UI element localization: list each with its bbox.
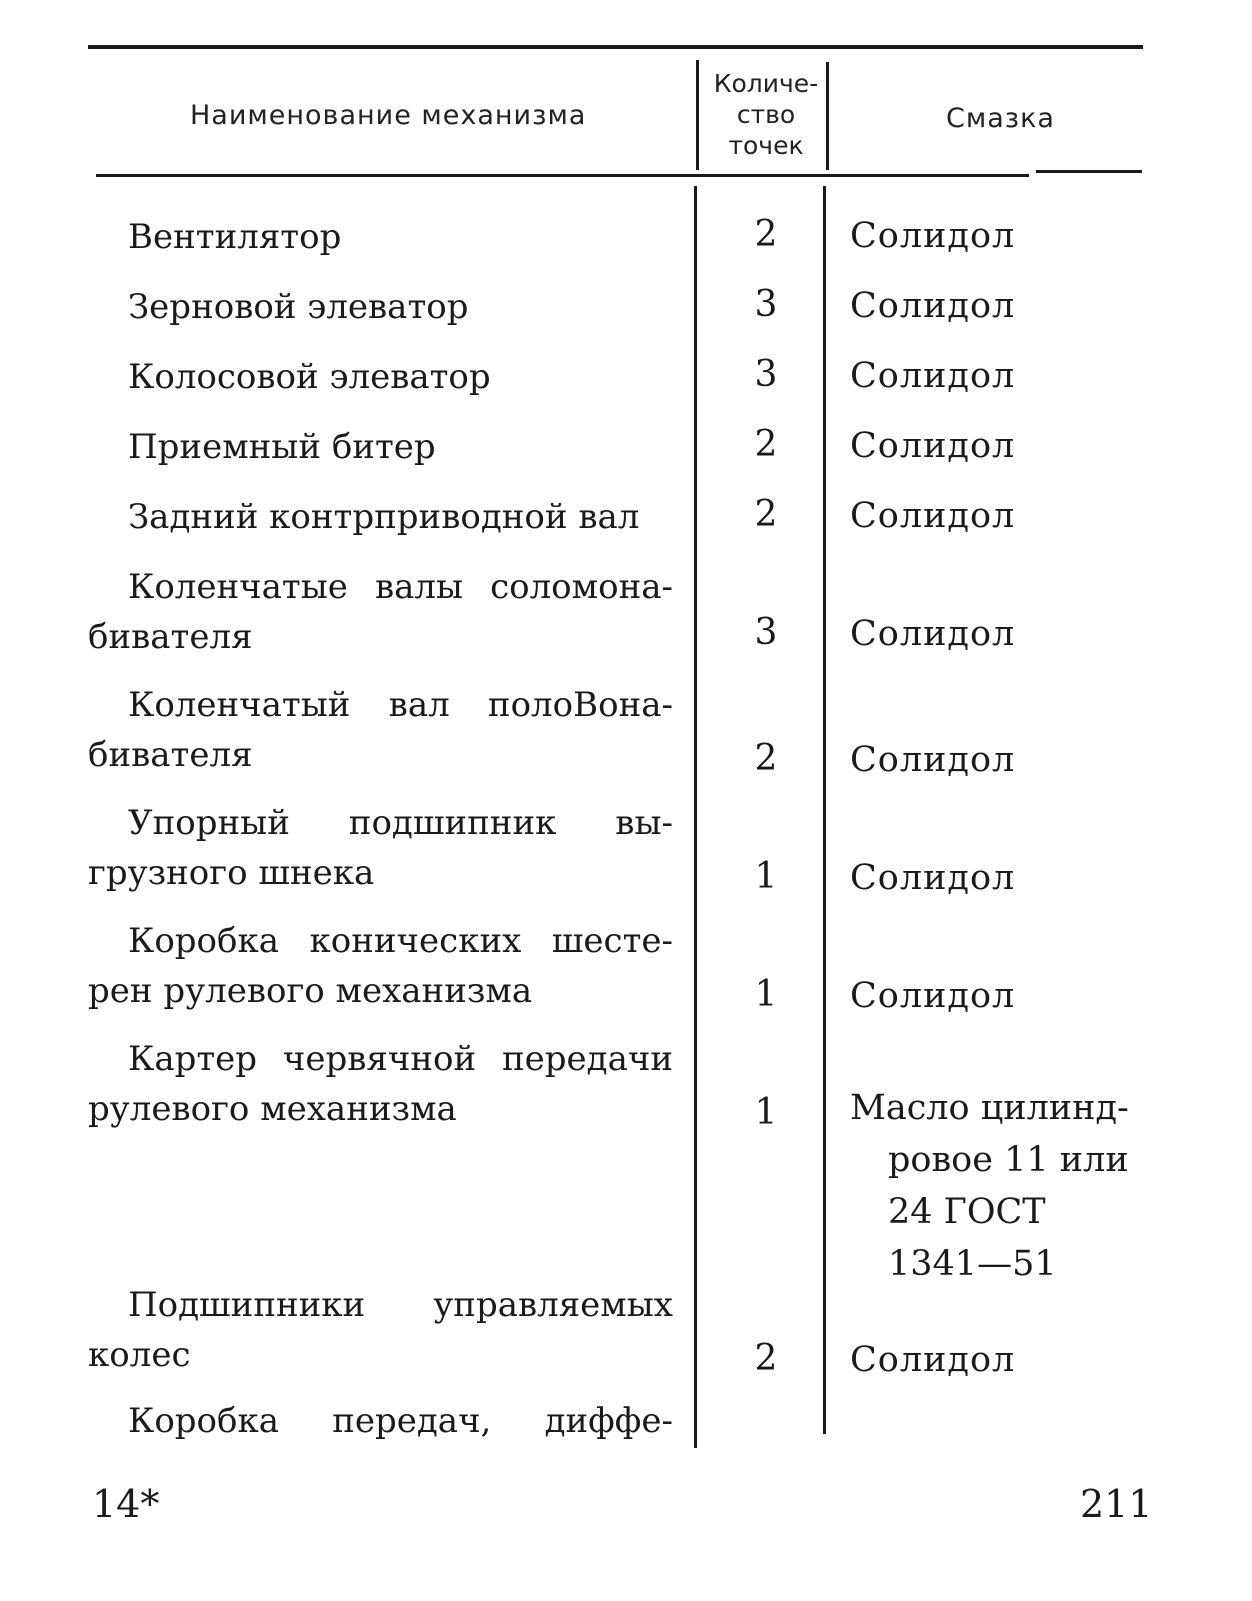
name-line: Подшипники управляемых (128, 1285, 673, 1325)
name-line: Картер червячной передачи (128, 1039, 673, 1079)
page-number: 211 (1080, 1482, 1153, 1526)
row-mechanism-name (88, 1034, 673, 1134)
row-lubricant: Солидол (850, 286, 1016, 326)
header-count-line: Количе- (713, 69, 819, 98)
lubricant-line: ровое 11 или (888, 1140, 1129, 1180)
name-line: Упорный подшипник вы- (128, 803, 673, 843)
row-mechanism-name (88, 916, 673, 1016)
signature-mark: 14* (92, 1482, 160, 1526)
row-lubricant: Солидол (850, 976, 1016, 1016)
name-line: Вентилятор (128, 217, 342, 257)
row-point-count: 2 (754, 494, 778, 535)
name-line: Коробка конических шесте- (128, 921, 673, 961)
lubricant-line: 1341—51 (888, 1244, 1057, 1284)
row-point-count: 3 (754, 354, 778, 395)
row-lubricant: Солидол (850, 216, 1016, 256)
row-mechanism-name (88, 680, 673, 780)
row-point-count: 2 (754, 1338, 778, 1379)
name-line: грузного шнека (88, 853, 375, 893)
name-line: Приемный битер (128, 427, 436, 467)
row-lubricant (850, 1082, 1150, 1290)
row-lubricant: Солидол (850, 426, 1016, 466)
row-mechanism-name (88, 282, 673, 332)
row-mechanism-name (88, 422, 673, 472)
row-mechanism-name (88, 352, 673, 402)
header-mechanism-name: Наименование механизма (190, 100, 587, 131)
name-line: бивателя (88, 735, 253, 775)
row-point-count: 1 (754, 856, 778, 897)
name-line: бивателя (88, 617, 253, 657)
header-bottom-rule (96, 174, 1029, 177)
column-divider-left (696, 60, 699, 170)
name-line: рулевого механизма (88, 1089, 457, 1129)
row-point-count: 3 (754, 284, 778, 325)
header-point-count (702, 68, 830, 161)
row-point-count: 1 (754, 974, 778, 1015)
name-line: рен рулевого механизма (88, 971, 533, 1011)
row-point-count: 2 (754, 214, 778, 255)
row-lubricant: Солидол (850, 496, 1016, 536)
table-top-rule (88, 45, 1143, 49)
name-line: Коленчатые валы соломона- (128, 567, 673, 607)
row-point-count: 2 (754, 738, 778, 779)
column-divider-left-body (694, 186, 697, 1448)
row-lubricant: Солидол (850, 614, 1016, 654)
name-line: Коленчатый вал полоВона- (128, 685, 673, 725)
name-line: Колосовой элеватор (128, 357, 491, 397)
row-lubricant: Солидол (850, 858, 1016, 898)
row-mechanism-name (88, 212, 673, 262)
header-lubricant: Смазка (946, 103, 1055, 134)
row-point-count: 1 (754, 1092, 778, 1133)
header-count-line: ство (736, 100, 796, 129)
name-line: Коробка передач, диффе- (128, 1401, 673, 1441)
row-mechanism-name (88, 1280, 673, 1380)
header-count-line: точек (728, 131, 804, 160)
name-line: колес (88, 1335, 191, 1375)
lubricant-line: 24 ГОСТ (888, 1192, 1046, 1232)
row-point-count: 3 (754, 612, 778, 653)
row-point-count: 2 (754, 424, 778, 465)
row-lubricant: Солидол (850, 356, 1016, 396)
name-line: Зерновой элеватор (128, 287, 469, 327)
name-line: Задний контрприводной вал (128, 497, 640, 537)
row-lubricant: Солидол (850, 740, 1016, 780)
header-bottom-rule-right (1036, 170, 1142, 173)
row-lubricant: Солидол (850, 1340, 1016, 1380)
row-mechanism-name (88, 562, 673, 662)
row-mechanism-name (88, 492, 673, 542)
row-mechanism-name (88, 798, 673, 898)
lubricant-line: Масло цилинд- (850, 1088, 1129, 1128)
row-mechanism-name (88, 1396, 673, 1446)
